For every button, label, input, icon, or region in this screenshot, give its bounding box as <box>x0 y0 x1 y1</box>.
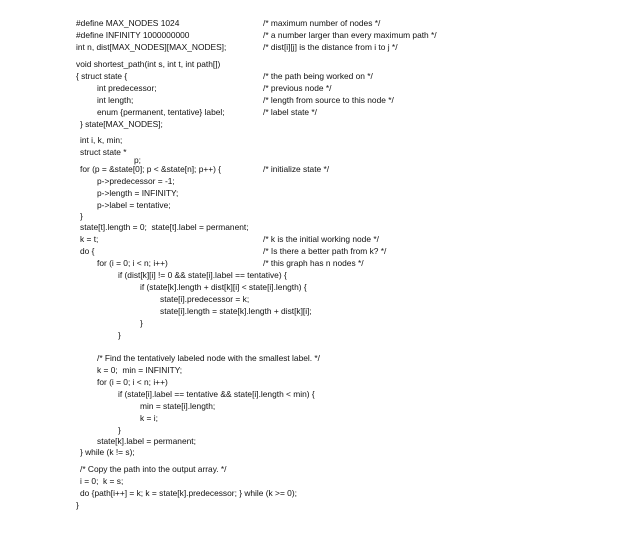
code-line <box>0 400 624 412</box>
code-line <box>0 106 624 118</box>
code-text: #define MAX_NODES 1024 <box>76 18 180 28</box>
code-text: for (i = 0; i < n; i++) <box>97 258 168 268</box>
code-line <box>0 376 624 388</box>
code-line <box>0 463 624 475</box>
code-line <box>0 118 624 130</box>
code-line <box>0 175 624 187</box>
code-line <box>0 317 624 329</box>
code-text: i = 0; k = s; <box>80 476 124 486</box>
code-line <box>0 70 624 82</box>
code-text: void shortest_path(int s, int t, int path[]) <box>76 59 221 69</box>
code-line <box>0 352 624 364</box>
code-text: enum {permanent, tentative} label; <box>97 107 225 117</box>
code-text: } <box>118 425 121 435</box>
code-text: } state[MAX_NODES]; <box>80 119 163 129</box>
code-comment: /* length from source to this node */ <box>263 95 394 105</box>
code-line <box>0 281 624 293</box>
code-text: k = t; <box>80 234 99 244</box>
code-line <box>0 221 624 233</box>
code-text: /* Find the tentatively labeled node with the smallest label. */ <box>97 353 320 363</box>
code-comment: /* previous node */ <box>263 83 332 93</box>
code-text: int predecessor; <box>97 83 157 93</box>
code-comment: /* label state */ <box>263 107 318 117</box>
code-text: k = i; <box>140 413 158 423</box>
code-comment: /* a number larger than every maximum path */ <box>263 30 437 40</box>
code-text: } <box>118 330 121 340</box>
code-text: struct state * <box>80 147 127 157</box>
code-text: int n, dist[MAX_NODES][MAX_NODES]; <box>76 42 227 52</box>
code-line <box>0 94 624 106</box>
code-line <box>0 29 624 41</box>
code-text: } <box>140 318 143 328</box>
code-comment: /* maximum number of nodes */ <box>263 18 381 28</box>
code-text: p; <box>134 155 141 165</box>
code-text: p->label = tentative; <box>97 200 171 210</box>
code-text: state[i].predecessor = k; <box>160 294 250 304</box>
code-line <box>0 329 624 341</box>
code-text: } <box>76 500 79 510</box>
code-text: p->length = INFINITY; <box>97 188 179 198</box>
code-line <box>0 269 624 281</box>
code-line <box>0 305 624 317</box>
code-text: state[t].length = 0; state[t].label = permanent; <box>80 222 249 232</box>
code-text: do { <box>80 246 95 256</box>
code-text: int length; <box>97 95 134 105</box>
code-line <box>0 446 624 458</box>
code-text: /* Copy the path into the output array. */ <box>80 464 227 474</box>
code-text: if (dist[k][i] != 0 && state[i].label == tentative) { <box>118 270 287 280</box>
code-line <box>0 187 624 199</box>
code-comment: /* k is the initial working node */ <box>263 234 379 244</box>
code-text: min = state[i].length; <box>140 401 216 411</box>
code-comment: /* the path being worked on */ <box>263 71 373 81</box>
code-line <box>0 499 624 511</box>
code-text: if (state[k].length + dist[k][i] < state[i].length) { <box>140 282 307 292</box>
code-comment: /* dist[i][j] is the distance from i to j */ <box>263 42 398 52</box>
code-text: } while (k != s); <box>80 447 135 457</box>
code-text: for (p = &state[0]; p < &state[n]; p++) { <box>80 164 222 174</box>
code-comment: /* Is there a better path from k? */ <box>263 246 387 256</box>
code-text: int i, k, min; <box>80 135 123 145</box>
code-text: k = 0; min = INFINITY; <box>97 365 183 375</box>
code-line <box>0 293 624 305</box>
code-line <box>0 17 624 29</box>
code-line <box>0 388 624 400</box>
code-text: #define INFINITY 1000000000 <box>76 30 190 40</box>
code-line <box>0 41 624 53</box>
code-text: if (state[i].label == tentative && state[i].length < min) { <box>118 389 315 399</box>
code-text: do {path[i++] = k; k = state[k].predecessor; } while (k >= 0); <box>80 488 297 498</box>
code-line <box>0 233 624 245</box>
code-line <box>0 134 624 146</box>
code-text: for (i = 0; i < n; i++) <box>97 377 168 387</box>
code-comment: /* initialize state */ <box>263 164 330 174</box>
code-text: state[k].label = permanent; <box>97 436 196 446</box>
code-text: { struct state { <box>76 71 128 81</box>
code-comment: /* this graph has n nodes */ <box>263 258 364 268</box>
code-line <box>0 245 624 257</box>
code-text: } <box>80 211 83 221</box>
code-text: state[i].length = state[k].length + dist[k][i]; <box>160 306 312 316</box>
code-text: p->predecessor = -1; <box>97 176 175 186</box>
code-line <box>0 58 624 70</box>
code-line <box>0 487 624 499</box>
code-line <box>0 82 624 94</box>
code-line <box>0 257 624 269</box>
code-line <box>0 163 624 175</box>
code-line <box>0 364 624 376</box>
code-line <box>0 412 624 424</box>
code-line <box>0 475 624 487</box>
